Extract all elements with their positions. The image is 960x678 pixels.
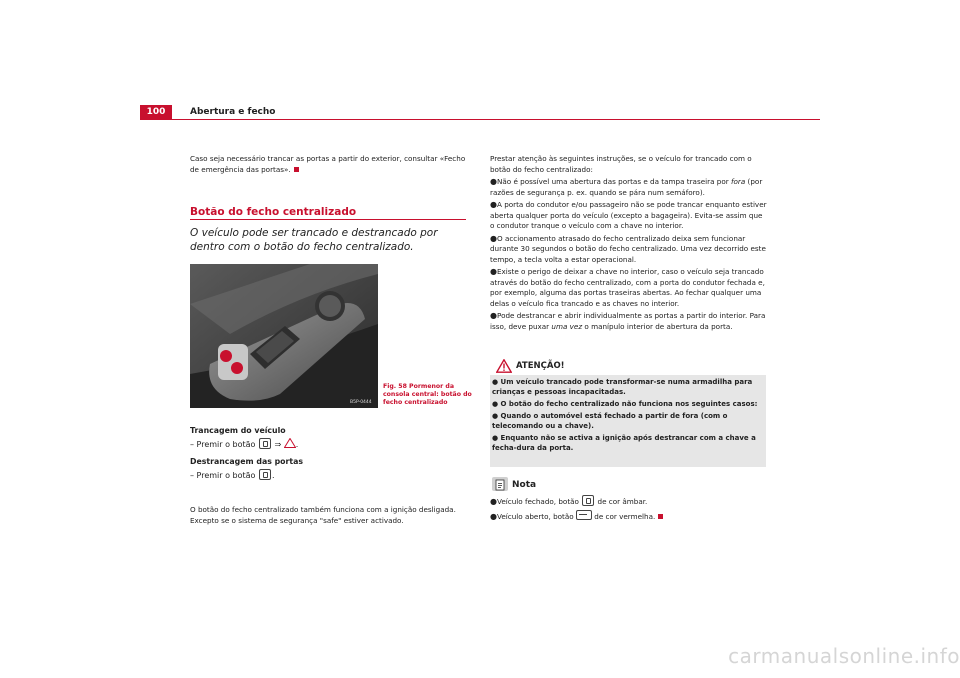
list-item: ●A porta do condutor e/ou passageiro não se pode trancar enquanto estiver aberta qualquer porta do veículo (excepto a bagageira). Evita-se assim que o condutor tranque o veículo com a chave no interior.: [490, 200, 767, 230]
note-icon: [492, 477, 508, 491]
list-item: ● O botão do fecho centralizado não funciona nos seguintes casos:: [492, 400, 758, 408]
unlock-key-icon: [576, 510, 592, 520]
photo-code: B5P-0444: [350, 400, 372, 405]
warning-list: [492, 377, 764, 453]
right-column: [490, 154, 768, 332]
note-list: [490, 495, 770, 522]
unlock-step-text: – Premir o botão: [190, 471, 256, 480]
page-number: 100: [140, 105, 172, 119]
end-marker: [658, 514, 663, 519]
lock-step-text: – Premir o botão: [190, 440, 256, 449]
section-rule: [190, 219, 466, 220]
lock-key-icon: [582, 495, 594, 506]
figure-caption: Fig. 58 Pormenor da consola central: botão do fecho centralizado: [383, 383, 472, 406]
section-lead: O veículo pode ser trancado e destrancado por dentro com o botão do fecho centralizado.: [190, 227, 438, 253]
right-intro: Prestar atenção às seguintes instruções, se o veículo for trancado com o botão do fecho centralizado:: [490, 154, 752, 174]
warning-title: ATENÇÃO!: [516, 361, 565, 371]
left-note-text: O botão do fecho centralizado também funciona com a ignição desligada. Excepto se o sistema de segurança "safe" estiver activado.: [190, 505, 456, 525]
list-item: ●Existe o perigo de deixar a chave no interior, caso o veículo seja trancado através do botão do fecho centralizado, com a porta do condutor fechada e, por exemplo, alguma das portas traseiras abertas. Ao fechar qualquer uma delas o veículo fica trancado e as chaves no interior.: [490, 267, 765, 308]
bullet-list: [490, 177, 768, 332]
list-item: ● Um veículo trancado pode transformar-se numa armadilha para crianças e pessoas incapacitadas.: [492, 378, 753, 396]
section-title: Botão do fecho centralizado: [190, 206, 357, 218]
watermark: carmanualsonline.info: [728, 644, 960, 668]
warning-header: [490, 357, 766, 375]
header-rule: [140, 119, 820, 120]
list-item: ● Enquanto não se activa a ignição após destrancar com a chave a fecha-dura da porta.: [492, 434, 756, 452]
lock-step-end: .: [295, 440, 299, 449]
note-title: Nota: [512, 480, 537, 490]
list-item: ●Não é possível uma abertura das portas e da tampa traseira por fora (por razões de segurança p. ex. quando se pára num semáforo).: [490, 177, 763, 197]
list-item: ●Veículo aberto, botão de cor vermelha.: [490, 510, 770, 523]
lock-block: [190, 426, 470, 482]
warning-triangle-icon: [496, 359, 512, 373]
unlock-heading: Destrancagem das portas: [190, 457, 303, 466]
lock-heading: Trancagem do veículo: [190, 426, 286, 435]
running-title: Abertura e fecho: [190, 107, 276, 117]
left-intro-text: Caso seja necessário trancar as portas a partir do exterior, consultar «Fecho de emergência das portas».: [190, 154, 466, 174]
list-item: ●Veículo fechado, botão de cor âmbar.: [490, 497, 648, 506]
lock-key-icon: [259, 438, 271, 449]
lock-step-arrow: ⇒: [274, 440, 282, 449]
unlock-step-end: .: [272, 471, 275, 480]
left-note: [190, 505, 470, 526]
warning-triangle-icon: [284, 438, 296, 448]
list-item: ●O accionamento atrasado do fecho centralizado deixa sem funcionar durante 30 segundos o botão do fecho centralizado. Uma vez decorrido este tempo, a tecla volta a estar operacional.: [490, 233, 766, 264]
end-marker: [294, 167, 299, 172]
unlock-key-icon: [259, 469, 271, 480]
left-intro: [190, 154, 470, 175]
console-illustration: [190, 264, 378, 408]
console-photo: [190, 264, 378, 408]
list-item: ●Pode destrancar e abrir individualmente as portas a partir do interior. Para isso, deve puxar uma vez o manípulo interior de abertura da porta.: [490, 311, 766, 331]
list-item: ● Quando o automóvel está fechado a partir de fora (com o telecomando ou a chave).: [492, 412, 728, 430]
